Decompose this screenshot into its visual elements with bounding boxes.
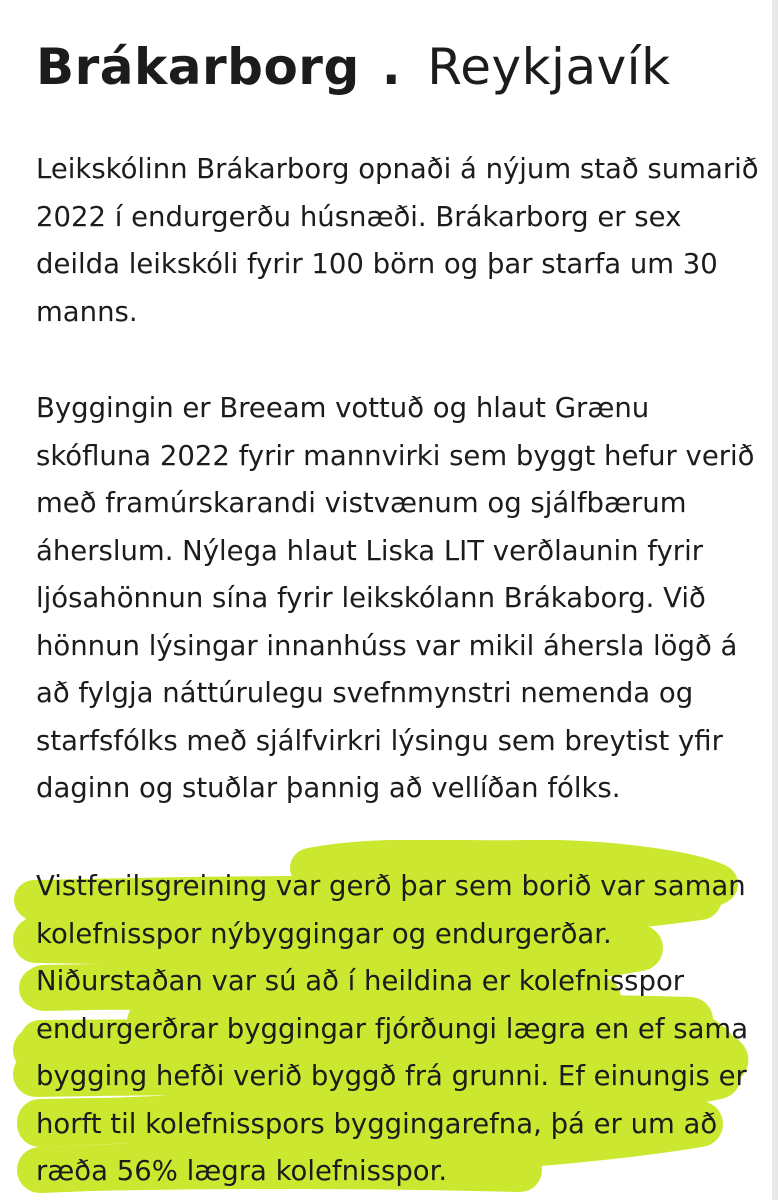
text-line: manns. — [36, 295, 138, 328]
text-line: að fylgja náttúrulegu svefnmynstri nemenda og — [36, 677, 694, 709]
text-line: ræða 56% lægra kolefnisspor. — [36, 1155, 448, 1187]
text-line: bygging hefði verið byggð frá grunni. Ef einungis er — [36, 1060, 747, 1092]
title-separator: . — [381, 38, 402, 96]
text-line: ljósahönnun sína fyrir leikskólann Brákaborg. Við — [36, 582, 706, 614]
text-line: endurgerðrar byggingar fjórðungi lægra en ef sama — [36, 1012, 749, 1045]
city-name: Reykjavík — [427, 38, 671, 96]
school-name: Brákarborg — [36, 38, 360, 96]
text-line: starfsfólks með sjálfvirkri lýsingu sem breytist yfir — [36, 724, 723, 757]
text-line: hönnun lýsingar innanhúss var mikil áhersla lögð á — [36, 629, 738, 662]
paragraph-lifecycle-analysis — [36, 863, 748, 1196]
scrollbar-track — [772, 0, 778, 1200]
page-title — [36, 34, 671, 100]
text-line: deilda leikskóli fyrir 100 börn og þar starfa um 30 — [36, 248, 718, 280]
paragraph-intro — [36, 146, 759, 336]
text-line: horft til kolefnisspors byggingarefna, þá er um að — [36, 1107, 718, 1140]
text-line: Leikskólinn Brákarborg opnaði á nýjum stað sumarið — [36, 153, 759, 185]
text-line: Vistferilsgreining var gerð þar sem borið var saman — [36, 870, 746, 902]
text-line: 2022 í endurgerðu húsnæði. Brákarborg er sex — [36, 200, 682, 233]
text-line: með framúrskarandi vistvænum og sjálfbærum — [36, 487, 687, 519]
text-line: daginn og stuðlar þannig að vellíðan fólks. — [36, 772, 621, 804]
text-line: skófluna 2022 fyrir mannvirki sem byggt hefur verið — [36, 439, 755, 472]
text-line: Byggingin er Breeam vottuð og hlaut Grænu — [36, 392, 650, 424]
text-line: Niðurstaðan var sú að í heildina er kolefnisspor — [36, 965, 685, 997]
paragraph-certification — [36, 385, 755, 813]
text-line: áherslum. Nýlega hlaut Liska LIT verðlaunin fyrir — [36, 534, 704, 567]
text-line: kolefnisspor nýbyggingar og endurgerðar. — [36, 917, 612, 950]
